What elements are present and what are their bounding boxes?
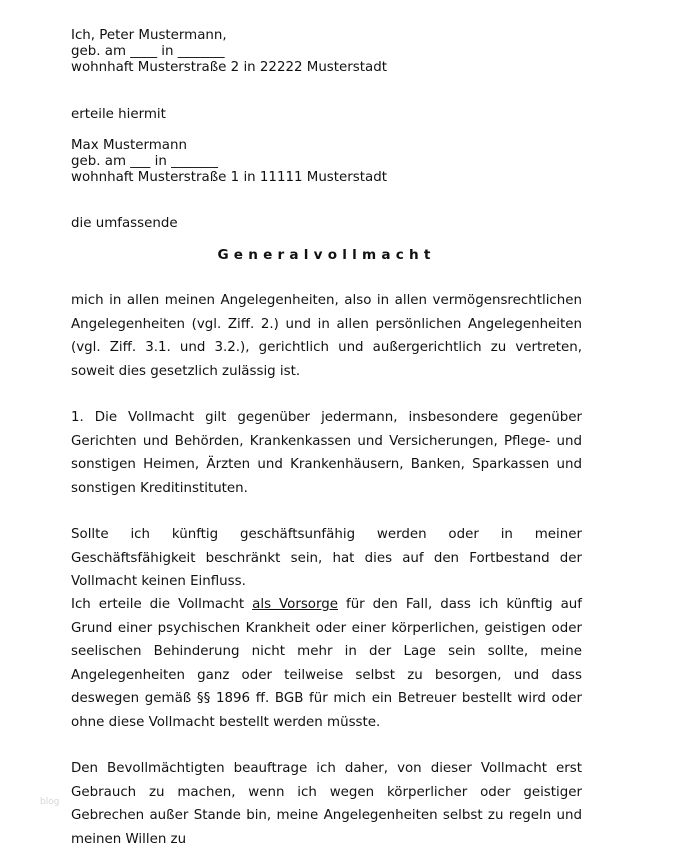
grant-line: erteile hiermit	[71, 107, 166, 122]
paragraph-precaution	[71, 593, 582, 734]
recipient-address-line: wohnhaft Musterstraße 1 in 11111 Musterstadt	[71, 170, 387, 185]
paragraph-validity: 1. Die Vollmacht gilt gegenüber jedermann, insbesondere gegenüber Gerichten und Behörden, Krankenkassen und Versicherungen, Pflege- und sonstigen Heimen, Ärzten und Krankenhäusern, Banken, Sparkassen und sonstigen Kreditinstituten.	[71, 410, 582, 496]
intro-line: die umfassende	[71, 216, 178, 231]
paragraph-mandate: Den Bevollmächtigten beauftrage ich daher, von dieser Vollmacht erst Gebrauch zu machen, wenn ich wegen körperlicher oder geistiger Gebrechen außer Stande bin, meine Angelegenheiten selbst zu regeln und meinen Willen zu	[71, 761, 582, 847]
document-title: Generalvollmacht	[217, 247, 436, 263]
sender-address-line: wohnhaft Musterstraße 2 in 22222 Musterstadt	[71, 60, 387, 75]
recipient-birth-line: geb. am ___ in _______	[71, 154, 218, 169]
recipient-name-line: Max Mustermann	[71, 138, 187, 153]
precaution-text-start: Ich erteile die Vollmacht	[71, 597, 253, 612]
paragraph-incapacity: Sollte ich künftig geschäftsunfähig werden oder in meiner Geschäftsfähigkeit beschränkt sein, hat dies auf den Fortbestand der Vollmacht keinen Einfluss.	[71, 527, 582, 589]
sender-birth-line: geb. am ____ in _______	[71, 44, 225, 59]
precaution-text-end: für den Fall, dass ich künftig auf Grund einer psychischen Krankheit oder einer körperlichen, geistigen oder seelischen Behinderung nicht mehr in der Lage sein sollte, meine Angelegenheiten ganz oder teilweise selbst zu besorgen, und dass deswegen gemäß §§ 1896 ff. BGB für mich ein Betreuer bestellt wird oder ohne diese Vollmacht bestellt werden müsste.	[71, 597, 582, 730]
paragraph-scope: mich in allen meinen Angelegenheiten, also in allen vermögensrechtlichen Angelegenheiten (vgl. Ziff. 2.) und in allen persönlichen Angelegenheiten (vgl. Ziff. 3.1. und 3.2.), gerichtlich und außergerichtlich zu vertreten, soweit dies gesetzlich zulässig ist.	[71, 293, 582, 379]
sender-name-line: Ich, Peter Mustermann,	[71, 28, 227, 43]
watermark: blog	[40, 797, 60, 807]
precaution-underlined-term: als Vorsorge	[252, 597, 339, 612]
